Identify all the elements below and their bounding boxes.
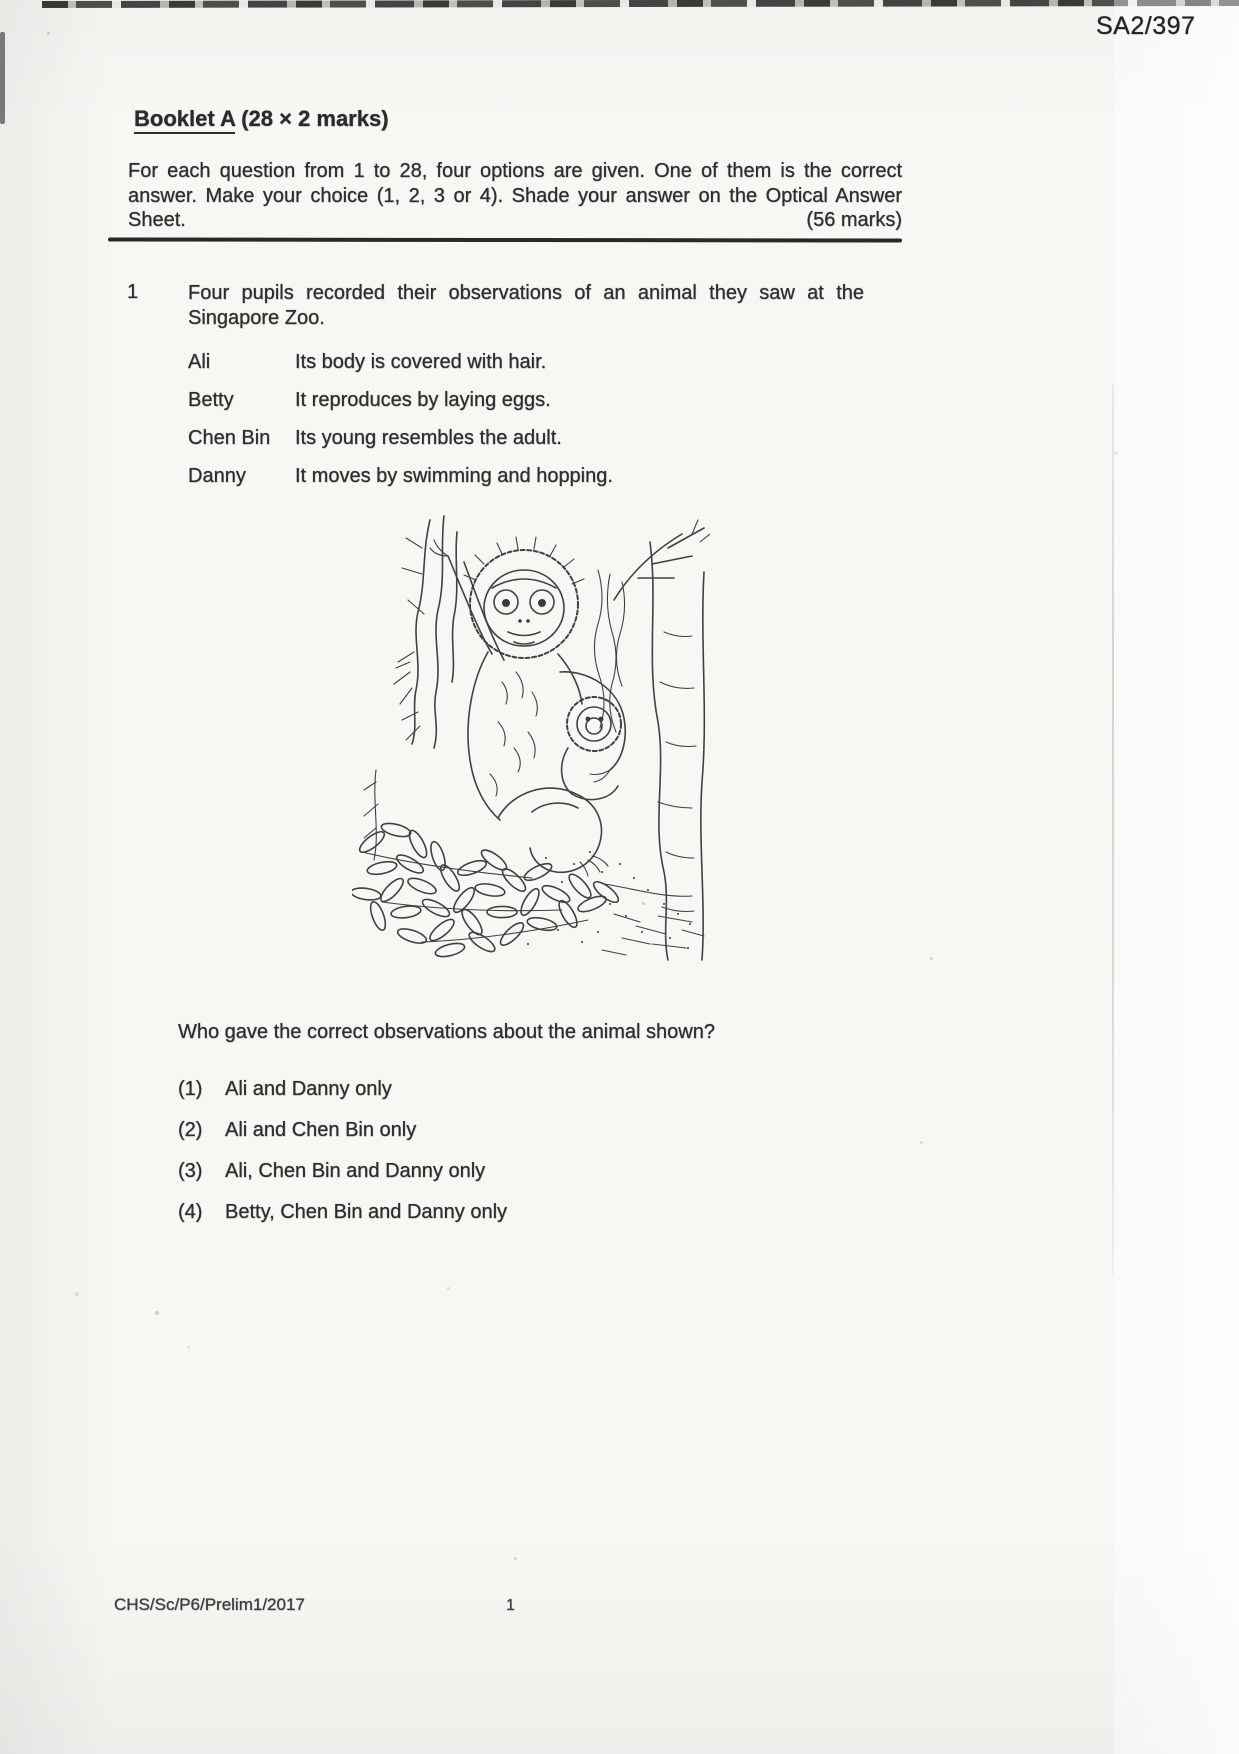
option-text: Ali, Chen Bin and Danny only xyxy=(225,1160,486,1182)
option-text: Ali and Chen Bin only xyxy=(225,1119,417,1141)
observation-row xyxy=(188,464,613,488)
pupil-observation: It moves by swimming and hopping. xyxy=(295,465,613,487)
scan-speck xyxy=(1115,452,1118,455)
option-number: (2) xyxy=(178,1119,203,1141)
scan-speck xyxy=(187,1346,190,1349)
baby-monkey xyxy=(562,697,621,800)
pupil-observation: It reproduces by laying eggs. xyxy=(295,389,551,411)
option-number: (1) xyxy=(178,1078,203,1100)
monkey-body xyxy=(430,540,625,876)
monkey-illustration xyxy=(352,512,710,964)
observation-row xyxy=(188,426,613,450)
page-edge-light-band xyxy=(1114,0,1239,1754)
observation-row xyxy=(188,388,613,412)
scan-speck xyxy=(930,957,933,960)
option-row xyxy=(178,1077,507,1101)
scan-speck xyxy=(514,1557,517,1560)
option-number: (4) xyxy=(178,1201,203,1223)
instructions-paragraph xyxy=(128,159,902,233)
answer-options xyxy=(178,1077,507,1241)
option-text: Ali and Danny only xyxy=(225,1078,392,1100)
option-number: (3) xyxy=(178,1160,203,1182)
monkey-head xyxy=(464,537,584,658)
pupil-observation-list xyxy=(188,350,613,502)
pupil-name: Ali xyxy=(188,351,211,373)
scan-speck xyxy=(155,1311,159,1315)
scanner-edge-artifact xyxy=(42,0,1239,8)
booklet-title: Booklet A xyxy=(134,106,235,134)
scan-speck xyxy=(447,1287,450,1290)
scan-speck xyxy=(47,32,50,35)
instructions-line-3: Sheet. xyxy=(128,209,186,231)
pupil-observation: Its young resembles the adult. xyxy=(295,427,562,449)
observation-row xyxy=(188,350,613,374)
right-branches-and-trunk xyxy=(614,520,710,960)
booklet-marks-note: (28 × 2 marks) xyxy=(241,106,389,131)
question-number: 1 xyxy=(127,281,139,303)
question-stem-line-2: Singapore Zoo. xyxy=(188,307,325,329)
scan-speck xyxy=(642,902,645,905)
booklet-heading xyxy=(134,106,389,132)
scan-speck xyxy=(920,1141,923,1144)
section-marks-total: (56 marks) xyxy=(806,209,902,231)
option-row xyxy=(178,1200,507,1224)
option-text: Betty, Chen Bin and Danny only xyxy=(225,1201,508,1223)
scan-speck xyxy=(75,1292,79,1296)
footer-paper-reference: CHS/Sc/P6/Prelim1/2017 xyxy=(114,1595,305,1614)
paper-code: SA2/397 xyxy=(1096,12,1196,40)
pupil-name: Betty xyxy=(188,389,234,411)
scan-edge-mark xyxy=(0,32,5,124)
pupil-observation: Its body is covered with hair. xyxy=(295,351,547,373)
foliage-leaves xyxy=(352,821,621,959)
instructions-line-1: For each question from 1 to 28, four options are given. One of them is the correct xyxy=(128,160,902,182)
question-stem xyxy=(188,281,864,331)
pupil-name: Chen Bin xyxy=(188,427,271,449)
instructions-line-2: answer. Make your choice (1, 2, 3 or 4). Shade your answer on the Optical Answer xyxy=(128,184,902,207)
question-stem-line-1: Four pupils recorded their observations of an animal they saw at the xyxy=(188,282,864,304)
footer-page-number: 1 xyxy=(506,1597,515,1614)
option-row xyxy=(178,1118,507,1142)
option-row xyxy=(178,1159,507,1183)
pupil-name: Danny xyxy=(188,465,246,487)
instructions-underline xyxy=(108,237,902,242)
question-prompt: Who gave the correct observations about the animal shown? xyxy=(178,1021,715,1043)
ground-hatching xyxy=(602,914,704,955)
left-branches xyxy=(364,516,457,860)
